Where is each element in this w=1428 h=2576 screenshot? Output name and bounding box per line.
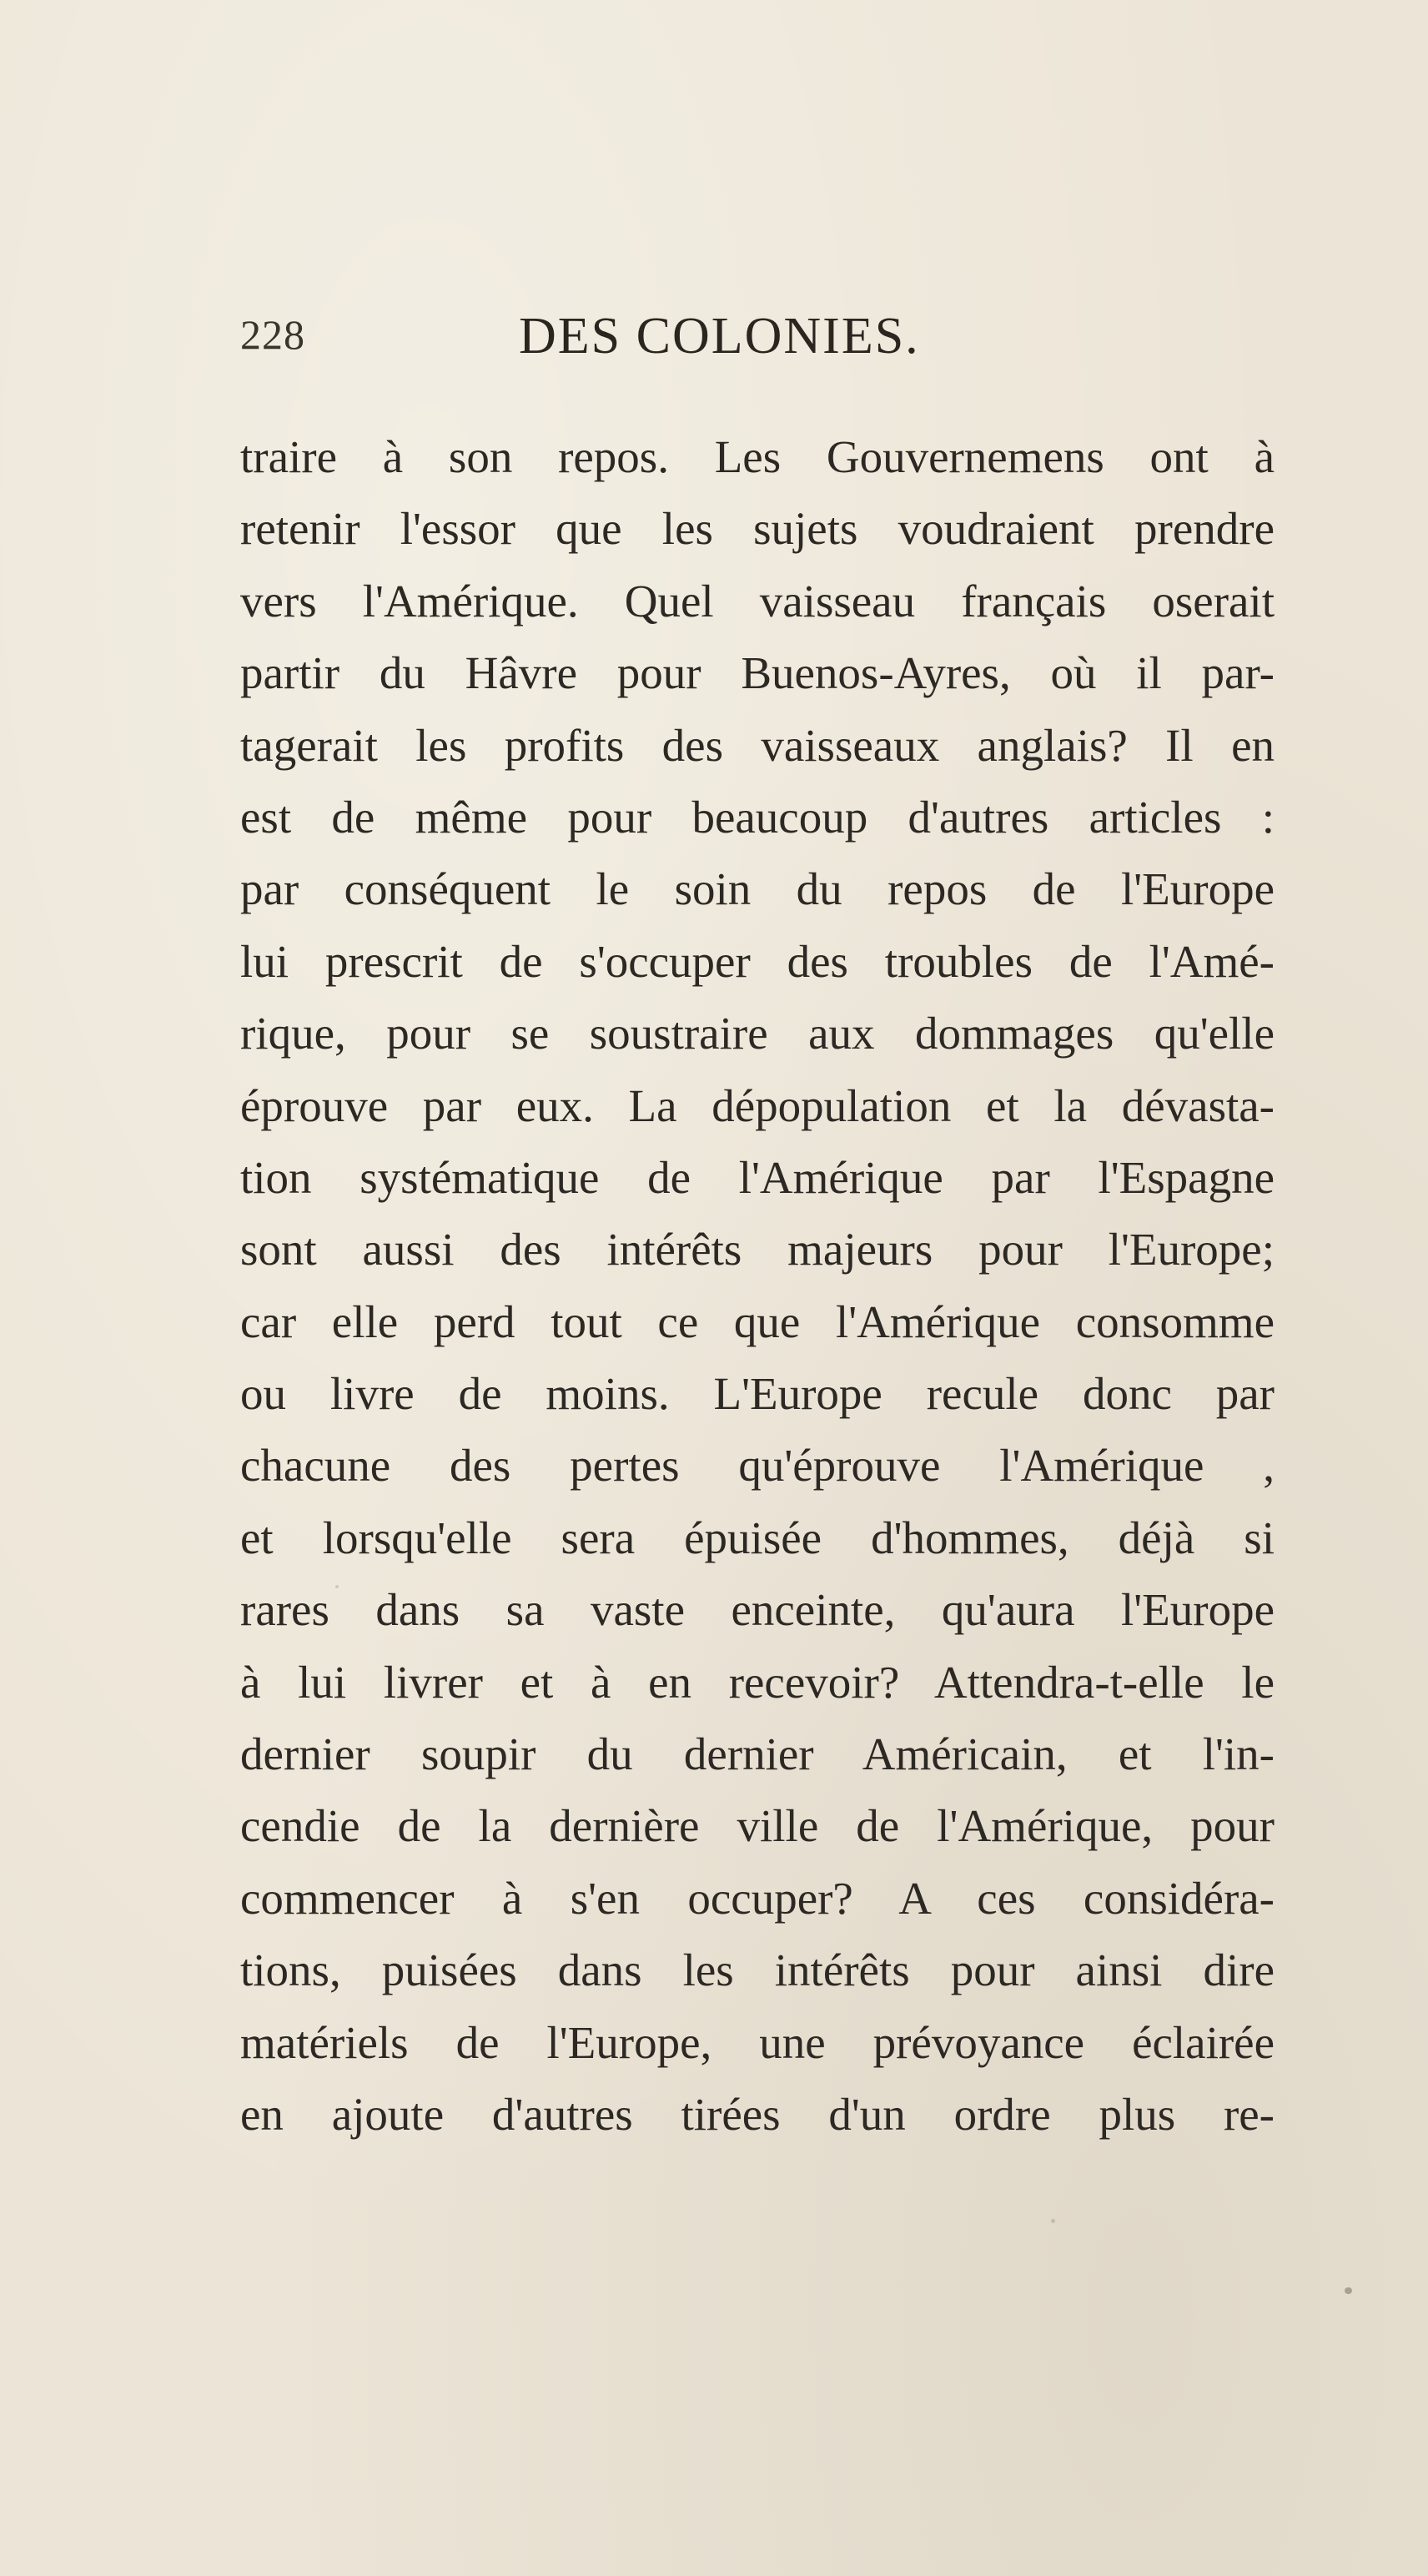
text-line: et lorsqu'elle sera épuisée d'hommes, déjà si [240,1512,1275,1563]
text-line: tions, puisées dans les intérêts pour ainsi dire [240,1945,1275,1996]
text-line: dernier soupir du dernier Américain, et l'in- [240,1728,1275,1780]
text-line: en ajoute d'autres tirées d'un ordre plus re- [240,2088,1275,2140]
text-line: sont aussi des intérêts majeurs pour l'Europe; [240,1224,1275,1275]
text-line: matériels de l'Europe, une prévoyance éclairée [240,2016,1275,2068]
text-line: est de même pour beaucoup d'autres articles : [240,791,1275,843]
page-header [240,310,991,377]
text-line: chacune des pertes qu'éprouve l'Amérique , [240,1440,1275,1492]
text-line: tion systématique de l'Amérique par l'Espagne [240,1151,1275,1203]
body-text [240,421,1275,2151]
running-head: DES COLONIES. [519,308,920,365]
page-number: 228 [240,311,305,358]
text-line: éprouve par eux. La dépopulation et la dévasta- [240,1079,1275,1131]
text-line: commencer à s'en occuper? A ces considéra- [240,1872,1275,1924]
paper-speck [335,1585,339,1588]
paper-speck [1051,2219,1055,2223]
text-line: rares dans sa vaste enceinte, qu'aura l'Europe [240,1584,1275,1636]
text-line: lui prescrit de s'occuper des troubles de l'Amé- [240,935,1275,987]
text-line: partir du Hâvre pour Buenos-Ayres, où il par- [240,647,1275,699]
text-line: par conséquent le soin du repos de l'Europe [240,863,1275,915]
text-line: traire à son repos. Les Gouvernemens ont à [240,431,1275,482]
text-line: retenir l'essor que les sujets voudraient prendre [240,503,1275,555]
paper-speck [1345,2287,1352,2294]
text-line: car elle perd tout ce que l'Amérique consomme [240,1296,1275,1347]
text-line: vers l'Amérique. Quel vaisseau français oserait [240,575,1275,626]
text-line: tagerait les profits des vaisseaux anglais? Il en [240,719,1275,771]
text-line: à lui livrer et à en recevoir? Attendra-t-elle le [240,1656,1275,1708]
text-line: ou livre de moins. L'Europe recule donc par [240,1368,1275,1420]
text-line: cendie de la dernière ville de l'Amérique, pour [240,1800,1275,1852]
text-line: rique, pour se soustraire aux dommages qu'elle [240,1008,1275,1059]
